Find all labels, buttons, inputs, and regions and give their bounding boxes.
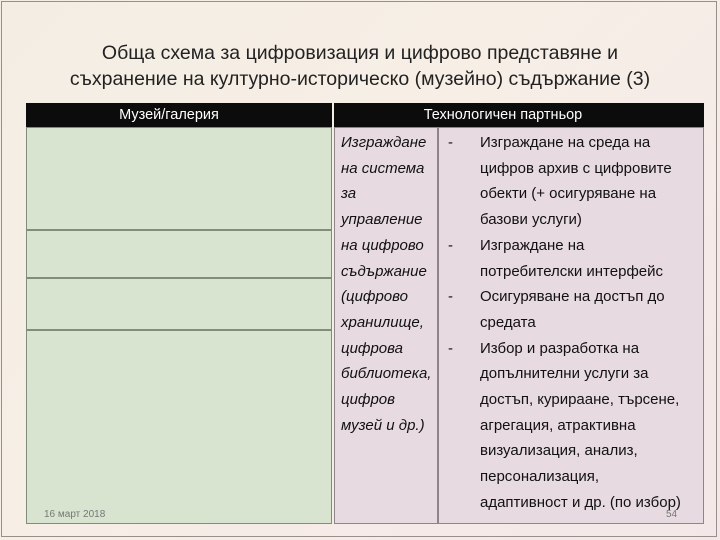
system-line: на система (341, 159, 425, 177)
list-item (448, 336, 700, 516)
museum-cell-1 (26, 127, 332, 230)
header-museum (26, 103, 332, 127)
header-tech-partner-label: Технологичен партньор (423, 107, 583, 123)
bullet-line: визуализация, анализ, (480, 442, 638, 460)
page-number: 54 (666, 509, 678, 520)
bullet-line: Изграждане на (480, 236, 585, 254)
title-line-2: съхранение на културно-историческо (музейно) съдържание (3) (69, 68, 651, 90)
title-line-1: Обща схема за цифровизация и цифрово представяне и (101, 42, 619, 64)
list-item (448, 233, 700, 284)
system-line: съдържание (341, 262, 427, 280)
system-line: Изграждане (341, 134, 427, 151)
museum-cell-4 (26, 330, 332, 524)
system-line: на цифрово (341, 236, 424, 254)
bullet-line: адаптивност и др. (по избор) (480, 493, 681, 511)
bullet-dash: - (448, 236, 453, 254)
bullet-line: потребителски интерфейс (480, 262, 664, 280)
museum-cell-3 (26, 278, 332, 330)
slide-title (40, 40, 680, 92)
header-tech-partner (334, 103, 704, 127)
system-line: хранилище, (341, 313, 424, 331)
bullet-line: Осигуряване на достъп до (480, 288, 665, 306)
bullet-line: достъп, курираане, търсене, (480, 391, 680, 409)
museum-cell-2 (26, 230, 332, 278)
system-line: музей и др.) (341, 416, 425, 434)
system-line: (цифрово (341, 288, 408, 306)
bullet-dash: - (448, 288, 453, 306)
bullet-line: Избор и разработка на (480, 339, 640, 357)
bullet-line: цифров архив с цифровите (480, 159, 672, 177)
bullet-line: агрегация, атрактивна (480, 416, 636, 434)
bullet-dash: - (448, 134, 453, 151)
system-line: библиотека, (341, 365, 432, 383)
header-museum-label: Музей/галерия (119, 107, 219, 123)
bullet-line: допълнителни услуги за (480, 365, 649, 383)
system-line: цифров (341, 391, 395, 409)
bullet-line: средата (480, 313, 536, 331)
system-line: за (341, 185, 357, 203)
bullet-line: Изграждане на среда на (480, 134, 651, 151)
system-line: цифрова (341, 339, 403, 357)
bullet-dash: - (448, 339, 453, 357)
list-item (448, 284, 700, 335)
footer-date: 16 март 2018 (44, 509, 106, 520)
system-line: управление (341, 211, 423, 229)
system-description (341, 130, 441, 438)
bullet-line: персонализация, (480, 468, 600, 486)
list-item (448, 130, 700, 233)
bullet-line: обекти (+ осигуряване на (480, 185, 657, 203)
bullet-line: базови услуги) (480, 211, 582, 229)
services-list (448, 130, 700, 516)
